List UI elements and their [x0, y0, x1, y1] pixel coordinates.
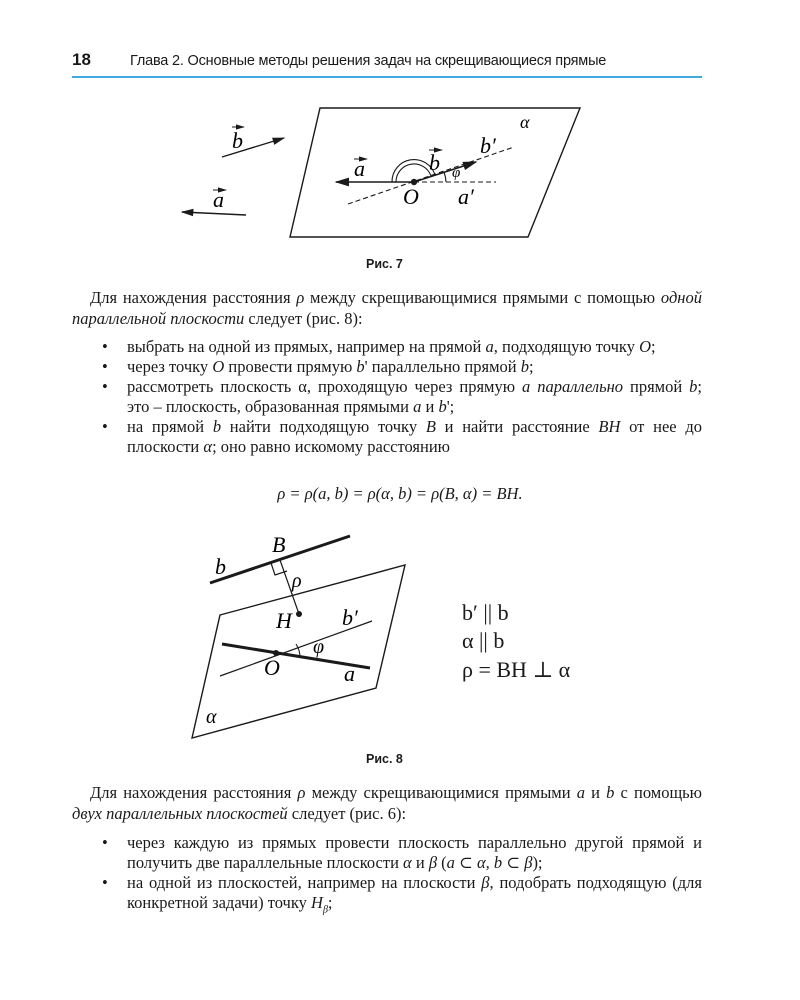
label-H-fig8: H [276, 608, 292, 633]
para1-method: одной параллельной плоскости [72, 288, 702, 328]
label-vec-a-inside: a [354, 156, 365, 181]
paragraph-two-planes-method [72, 782, 702, 824]
para2-b: b [606, 783, 615, 802]
label-phi-fig8: φ [313, 636, 325, 658]
list-item: • на прямой b найти подходящую точку B и найти расстояние BH от нее до плоскости α; оно равно искомому расстоянию [72, 417, 702, 457]
figure-7-caption: Рис. 7 [366, 257, 403, 271]
para2-method: двух параллельных плоскостей [72, 804, 288, 823]
list-item: • через каждую из прямых провести плоскость параллельно другой прямой и получить две параллельные плоскости α и β (a ⊂ α, b ⊂ β); [72, 833, 702, 873]
angle-arc-phi [444, 172, 446, 182]
para1-middle: между скрещивающимися прямыми с помощью [304, 288, 661, 307]
bullet-list-one-plane [72, 337, 702, 457]
vector-b-inside [414, 162, 476, 182]
label-alpha-fig8: α [206, 706, 217, 728]
para2-and: и [584, 783, 607, 802]
para2-rho: ρ [297, 783, 306, 802]
figure-7 [150, 100, 630, 250]
list-item: • на одной из плоскостей, например на плоскости β, подобрать подходящую (для конкретной задачи) точку $H_\beta$; [72, 873, 702, 920]
relation-bprime-parallel-b: b′ || b [462, 600, 509, 625]
list-item: • рассмотреть плоскость α, проходящую через прямую a параллельно прямой b; это – плоскость, образованная прямыми a и b'; [72, 377, 702, 417]
para1-start: Для нахождения расстояния [90, 288, 297, 307]
label-b-prime-fig8: b′ [342, 605, 358, 630]
figure-8-caption: Рис. 8 [366, 752, 403, 766]
label-rho-fig8: ρ [292, 570, 302, 592]
para1-end: следует (рис. 8): [244, 309, 363, 328]
label-b-prime-fig7: b′ [480, 133, 496, 158]
para2-middle: между скрещивающимися прямыми [305, 783, 577, 802]
label-O-fig8: O [264, 655, 280, 680]
bullet-list-two-planes [72, 833, 702, 920]
label-vec-b-outside: b [232, 128, 243, 153]
page-number: 18 [72, 50, 91, 69]
chapter-title: Глава 2. Основные методы решения задач на скрещивающиеся прямые [130, 53, 607, 69]
label-vec-a-outside: a [213, 187, 224, 212]
list-item: • через точку O провести прямую b' параллельно прямой b; [72, 357, 702, 377]
relation-alpha-parallel-b: α || b [462, 628, 505, 653]
para2-start: Для нахождения расстояния [90, 783, 298, 802]
para1-rho: ρ [296, 288, 305, 307]
label-a-fig8: a [344, 661, 355, 686]
figure-8-drawing [180, 530, 430, 745]
paragraph-one-plane-method [72, 287, 702, 329]
list-item: • выбрать на одной из прямых, например на прямой a, подходящую точку O; [72, 337, 702, 357]
label-B-fig8: B [272, 532, 286, 557]
label-O-fig7: O [403, 184, 419, 209]
label-alpha-fig7: α [520, 112, 530, 132]
point-H [296, 611, 302, 617]
label-b-fig8: b [215, 554, 226, 579]
vector-a-outside [182, 212, 246, 215]
figure-7-drawing [150, 100, 630, 250]
label-vec-b-inside: b [429, 150, 440, 175]
relation-rho-BH-perp-alpha: ρ = BH ⊥ α [462, 657, 571, 682]
label-a-prime-fig7: a′ [458, 184, 474, 209]
formula-text: ρ = ρ(a, b) = ρ(α, b) = ρ(B, α) = BH. [277, 484, 523, 503]
para2-middle2: с помощью [614, 783, 702, 802]
page-header [72, 46, 702, 78]
para2-end: следует (рис. 6): [287, 804, 407, 823]
distance-formula [0, 484, 800, 504]
label-phi-fig7: φ [452, 165, 461, 181]
para2-a: a [576, 783, 585, 802]
figure-8 [180, 530, 430, 745]
